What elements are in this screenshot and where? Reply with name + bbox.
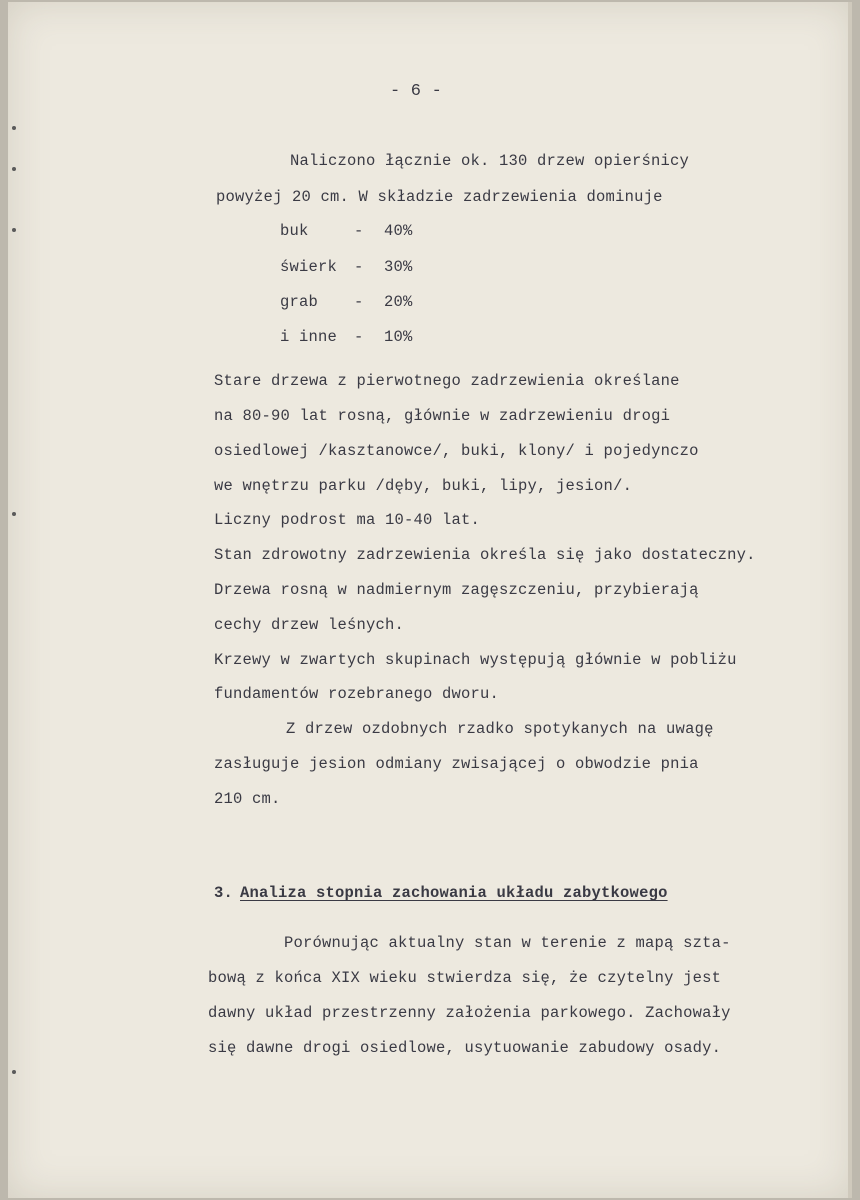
species-name: buk: [280, 222, 309, 240]
page-edge: [848, 2, 852, 1198]
species-dash: -: [354, 328, 364, 346]
binding-hole: [12, 167, 16, 171]
paragraph-line: Stan zdrowotny zadrzewienia określa się jako dostateczny.: [214, 546, 756, 564]
paragraph-line: Naliczono łącznie ok. 130 drzew opierśnicy: [290, 152, 690, 170]
species-name: świerk: [280, 258, 338, 276]
binding-hole: [12, 1070, 16, 1074]
binding-hole: [12, 126, 16, 130]
paragraph-line: Krzewy w zwartych skupinach występują głównie w pobliżu: [214, 651, 737, 669]
species-dash: -: [354, 293, 364, 311]
species-value: 10%: [384, 328, 413, 346]
species-value: 40%: [384, 222, 413, 240]
page-number: - 6 -: [390, 82, 443, 101]
paragraph-line: zasługuje jesion odmiany zwisającej o obwodzie pnia: [214, 755, 699, 773]
species-value: 20%: [384, 293, 413, 311]
species-value: 30%: [384, 258, 413, 276]
species-dash: -: [354, 258, 364, 276]
section-number: 3.: [214, 884, 234, 902]
paragraph-line: fundamentów rozebranego dworu.: [214, 685, 500, 703]
section-heading: Analiza stopnia zachowania układu zabytkowego: [240, 884, 668, 902]
document-page: [8, 2, 852, 1198]
paragraph-line: cechy drzew leśnych.: [214, 616, 405, 634]
paragraph-line: Stare drzewa z pierwotnego zadrzewienia określane: [214, 372, 680, 390]
paragraph-line: Z drzew ozdobnych rzadko spotykanych na uwagę: [286, 720, 714, 738]
paragraph-line: bową z końca XIX wieku stwierdza się, że czytelny jest: [208, 969, 722, 987]
species-name: grab: [280, 293, 319, 311]
paragraph-line: powyżej 20 cm. W składzie zadrzewienia dominuje: [216, 188, 663, 206]
paragraph-line: Drzewa rosną w nadmiernym zagęszczeniu, przybierają: [214, 581, 699, 599]
species-dash: -: [354, 222, 364, 240]
binding-hole: [12, 228, 16, 232]
paragraph-line: we wnętrzu parku /dęby, buki, lipy, jesion/.: [214, 477, 633, 495]
binding-hole: [12, 512, 16, 516]
species-name: i inne: [280, 328, 338, 346]
paragraph-line: dawny układ przestrzenny założenia parkowego. Zachowały: [208, 1004, 731, 1022]
paragraph-line: się dawne drogi osiedlowe, usytuowanie zabudowy osady.: [208, 1039, 722, 1057]
paragraph-line: 210 cm.: [214, 790, 281, 808]
paragraph-line: Liczny podrost ma 10-40 lat.: [214, 511, 481, 529]
paragraph-line: na 80-90 lat rosną, głównie w zadrzewieniu drogi: [214, 407, 671, 425]
paragraph-line: Porównując aktualny stan w terenie z mapą szta-: [284, 934, 731, 952]
paragraph-line: osiedlowej /kasztanowce/, buki, klony/ i pojedynczo: [214, 442, 699, 460]
